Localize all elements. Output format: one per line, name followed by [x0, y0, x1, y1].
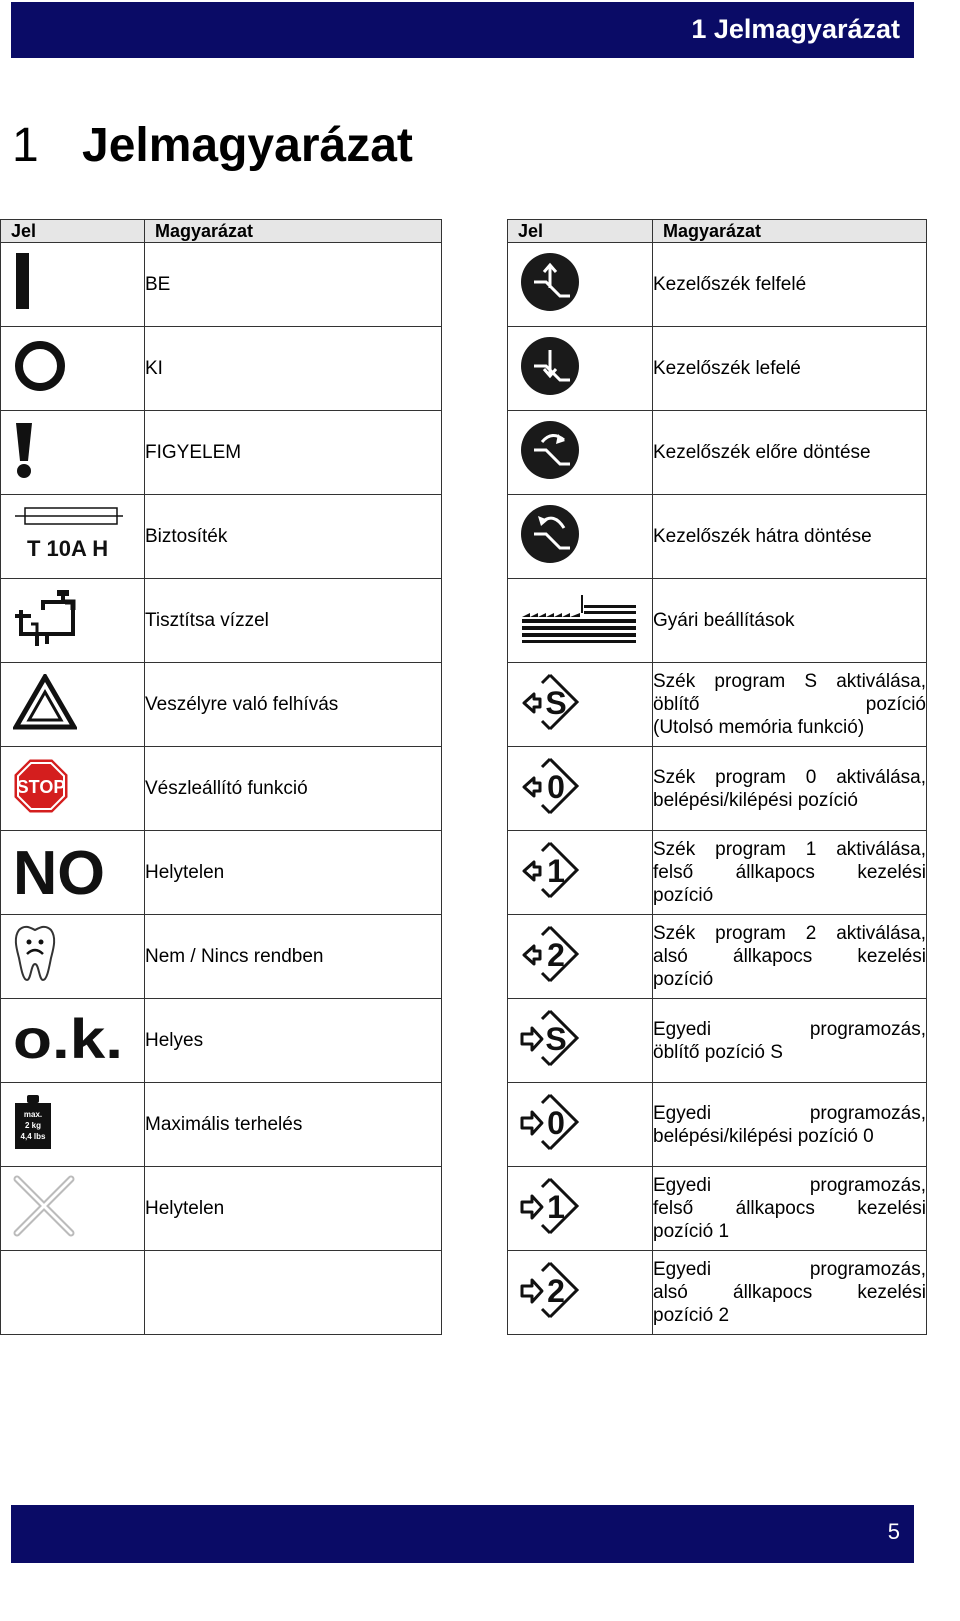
table-header-row	[1, 220, 442, 243]
explanation-line: alsó állkapocs kezelési	[653, 1282, 926, 1303]
explanation-line: Egyedi programozás,	[653, 1102, 926, 1124]
explanation-cell	[653, 1083, 927, 1167]
explanation-line: (Utolsó memória funkció)	[653, 717, 865, 738]
table-row	[1, 999, 442, 1083]
explanation-line: Szék program 0 aktiválása,	[653, 766, 926, 788]
symbol-cell	[1, 1167, 145, 1251]
svg-text:2: 2	[547, 937, 565, 973]
symbol-column-header: Jel	[508, 220, 653, 243]
symbol-cell	[508, 831, 653, 915]
factory-settings-icon	[520, 593, 636, 643]
explanation-line: Kezelőszék felfelé	[653, 274, 807, 295]
svg-text:4,4 lbs: 4,4 lbs	[20, 1132, 46, 1141]
explanation-text: FIGYELEM	[145, 442, 242, 463]
legend-table-right	[507, 219, 927, 1335]
explanation-cell	[145, 1251, 442, 1335]
table-row	[1, 1251, 442, 1335]
no-icon-text: NO	[13, 840, 105, 900]
symbol-cell	[1, 327, 145, 411]
ok-icon	[13, 1012, 125, 1064]
explanation-line: Szék program 1 aktiválása,	[653, 839, 926, 860]
power-off-icon	[13, 339, 67, 393]
weight-icon	[13, 1093, 53, 1151]
explanation-cell	[145, 831, 442, 915]
table-row	[508, 243, 927, 327]
symbol-cell	[508, 1251, 653, 1335]
explanation-cell	[653, 327, 927, 411]
ok-icon-text: o.k.	[13, 1012, 123, 1064]
explanation-text: Vészleállító funkció	[145, 778, 308, 799]
explanation-column-header: Magyarázat	[653, 220, 927, 243]
chair-tilt-back-icon	[520, 504, 580, 564]
header-bar	[11, 2, 914, 58]
symbol-cell	[1, 495, 145, 579]
symbol-cell	[508, 747, 653, 831]
explanation-column-header: Magyarázat	[145, 220, 442, 243]
heading-number: 1	[12, 119, 39, 172]
explanation-text: Veszélyre való felhívás	[145, 694, 339, 715]
table-row	[508, 1251, 927, 1335]
table-row	[1, 915, 442, 999]
legend-table-left	[0, 219, 442, 1335]
table-row	[1, 663, 442, 747]
table-row	[508, 915, 927, 999]
symbol-cell	[508, 579, 653, 663]
explanation-cell	[145, 579, 442, 663]
explanation-line: Szék program 2 aktiválása,	[653, 923, 926, 944]
table-row	[508, 579, 927, 663]
explanation-cell	[145, 915, 442, 999]
explanation-cell	[145, 1083, 442, 1167]
header-title: 1 Jelmagyarázat	[691, 14, 900, 44]
table-row	[1, 495, 442, 579]
table-row	[1, 579, 442, 663]
table-row	[508, 663, 927, 747]
explanation-cell	[653, 663, 927, 747]
explanation-text: Helyes	[145, 1030, 204, 1051]
explanation-cell	[145, 327, 442, 411]
explanation-line: Egyedi programozás,	[653, 1175, 926, 1196]
explanation-cell	[653, 495, 927, 579]
page-heading	[12, 118, 413, 173]
symbol-cell	[508, 915, 653, 999]
table-row	[508, 495, 927, 579]
program-0-set-icon	[520, 1092, 580, 1152]
cross-icon	[13, 1175, 75, 1237]
table-row	[1, 411, 442, 495]
svg-text:S: S	[545, 685, 567, 721]
explanation-cell	[653, 1167, 927, 1251]
symbol-cell	[1, 411, 145, 495]
stop-sign-text: STOP	[16, 777, 66, 797]
explanation-text: Helytelen	[145, 1198, 225, 1219]
explanation-text: Maximális terhelés	[145, 1114, 303, 1135]
explanation-cell	[145, 663, 442, 747]
heading-title: Jelmagyarázat	[82, 119, 413, 172]
fuse-icon	[13, 502, 125, 566]
symbol-cell	[508, 411, 653, 495]
explanation-line: pozíció	[653, 885, 714, 906]
symbol-cell	[508, 999, 653, 1083]
svg-text:0: 0	[547, 1105, 565, 1141]
exclamation-icon	[13, 421, 35, 479]
explanation-cell	[653, 411, 927, 495]
explanation-line: Kezelőszék hátra döntése	[653, 526, 872, 547]
program-2-activate-icon	[520, 924, 580, 984]
explanation-line: felső állkapocs kezelési	[653, 862, 926, 883]
footer-bar	[11, 1505, 914, 1563]
explanation-cell	[145, 999, 442, 1083]
explanation-cell	[653, 831, 927, 915]
svg-text:S: S	[545, 1021, 567, 1057]
symbol-cell	[1, 831, 145, 915]
explanation-cell	[653, 915, 927, 999]
no-icon	[13, 840, 109, 900]
symbol-cell	[1, 663, 145, 747]
program-1-set-icon	[520, 1176, 580, 1236]
svg-text:1: 1	[547, 1189, 565, 1225]
explanation-line: belépési/kilépési pozíció	[653, 789, 858, 811]
sad-tooth-icon	[13, 924, 57, 984]
explanation-cell	[653, 747, 927, 831]
fuse-icon-text: T 10A H	[27, 536, 109, 561]
program-s-activate-icon	[520, 672, 580, 732]
symbol-column-header: Jel	[1, 220, 145, 243]
explanation-cell	[145, 495, 442, 579]
program-1-activate-icon	[520, 840, 580, 900]
explanation-cell	[145, 747, 442, 831]
explanation-text: Tisztítsa vízzel	[145, 610, 269, 631]
explanation-line: öblítő pozíció	[653, 694, 926, 715]
symbol-cell	[1, 915, 145, 999]
svg-text:max.: max.	[23, 1110, 43, 1119]
symbol-cell	[508, 663, 653, 747]
program-0-activate-icon	[520, 756, 580, 816]
symbol-cell	[1, 243, 145, 327]
warning-triangle-icon	[13, 674, 77, 730]
symbol-cell	[508, 243, 653, 327]
table-row	[508, 831, 927, 915]
explanation-line: Gyári beállítások	[653, 610, 795, 631]
explanation-cell	[653, 999, 927, 1083]
table-row	[1, 243, 442, 327]
chair-tilt-forward-icon	[520, 420, 580, 480]
table-header-row	[508, 220, 927, 243]
explanation-line: Szék program S aktiválása,	[653, 671, 926, 692]
svg-text:1: 1	[547, 853, 565, 889]
explanation-line: Egyedi programozás,	[653, 1018, 926, 1040]
table-row	[508, 1167, 927, 1251]
page-number: 5	[887, 1519, 900, 1544]
explanation-text: BE	[145, 274, 171, 295]
svg-text:2: 2	[547, 1273, 565, 1309]
explanation-line: Egyedi programozás,	[653, 1259, 926, 1280]
explanation-line: pozíció 2	[653, 1305, 730, 1326]
svg-text:2 kg: 2 kg	[24, 1121, 42, 1130]
table-row	[1, 327, 442, 411]
explanation-line: pozíció 1	[653, 1221, 730, 1242]
table-row	[508, 1083, 927, 1167]
chair-up-icon	[520, 252, 580, 312]
symbol-cell	[1, 579, 145, 663]
table-row	[1, 1167, 442, 1251]
symbol-cell	[1, 1251, 145, 1335]
svg-text:0: 0	[547, 769, 565, 805]
symbol-cell	[1, 747, 145, 831]
explanation-cell	[145, 411, 442, 495]
table-row	[508, 327, 927, 411]
explanation-line: belépési/kilépési pozíció 0	[653, 1125, 874, 1147]
explanation-text: Nem / Nincs rendben	[145, 946, 324, 967]
explanation-cell	[145, 243, 442, 327]
power-on-icon	[13, 253, 33, 311]
explanation-line: Kezelőszék lefelé	[653, 358, 801, 379]
faucet-icon	[13, 588, 77, 648]
explanation-text: Helytelen	[145, 862, 225, 883]
table-row	[1, 747, 442, 831]
symbol-cell	[508, 327, 653, 411]
explanation-line: pozíció	[653, 969, 714, 990]
symbol-cell	[1, 999, 145, 1083]
explanation-text: Biztosíték	[145, 526, 228, 547]
table-row	[508, 999, 927, 1083]
explanation-cell	[653, 579, 927, 663]
explanation-line: Kezelőszék előre döntése	[653, 442, 871, 463]
symbol-cell	[508, 1167, 653, 1251]
explanation-cell	[145, 1167, 442, 1251]
explanation-line: felső állkapocs kezelési	[653, 1198, 926, 1219]
explanation-line: öblítő pozíció S	[653, 1041, 783, 1063]
chair-down-icon	[520, 336, 580, 396]
symbol-cell	[508, 495, 653, 579]
table-row	[1, 1083, 442, 1167]
explanation-line: alsó állkapocs kezelési	[653, 946, 926, 967]
symbol-cell	[1, 1083, 145, 1167]
explanation-text: KI	[145, 358, 163, 379]
table-row	[508, 411, 927, 495]
symbol-cell	[508, 1083, 653, 1167]
program-2-set-icon	[520, 1260, 580, 1320]
table-row	[508, 747, 927, 831]
stop-sign-icon	[13, 758, 69, 814]
explanation-cell	[653, 243, 927, 327]
explanation-cell	[653, 1251, 927, 1335]
program-s-set-icon	[520, 1008, 580, 1068]
table-row	[1, 831, 442, 915]
